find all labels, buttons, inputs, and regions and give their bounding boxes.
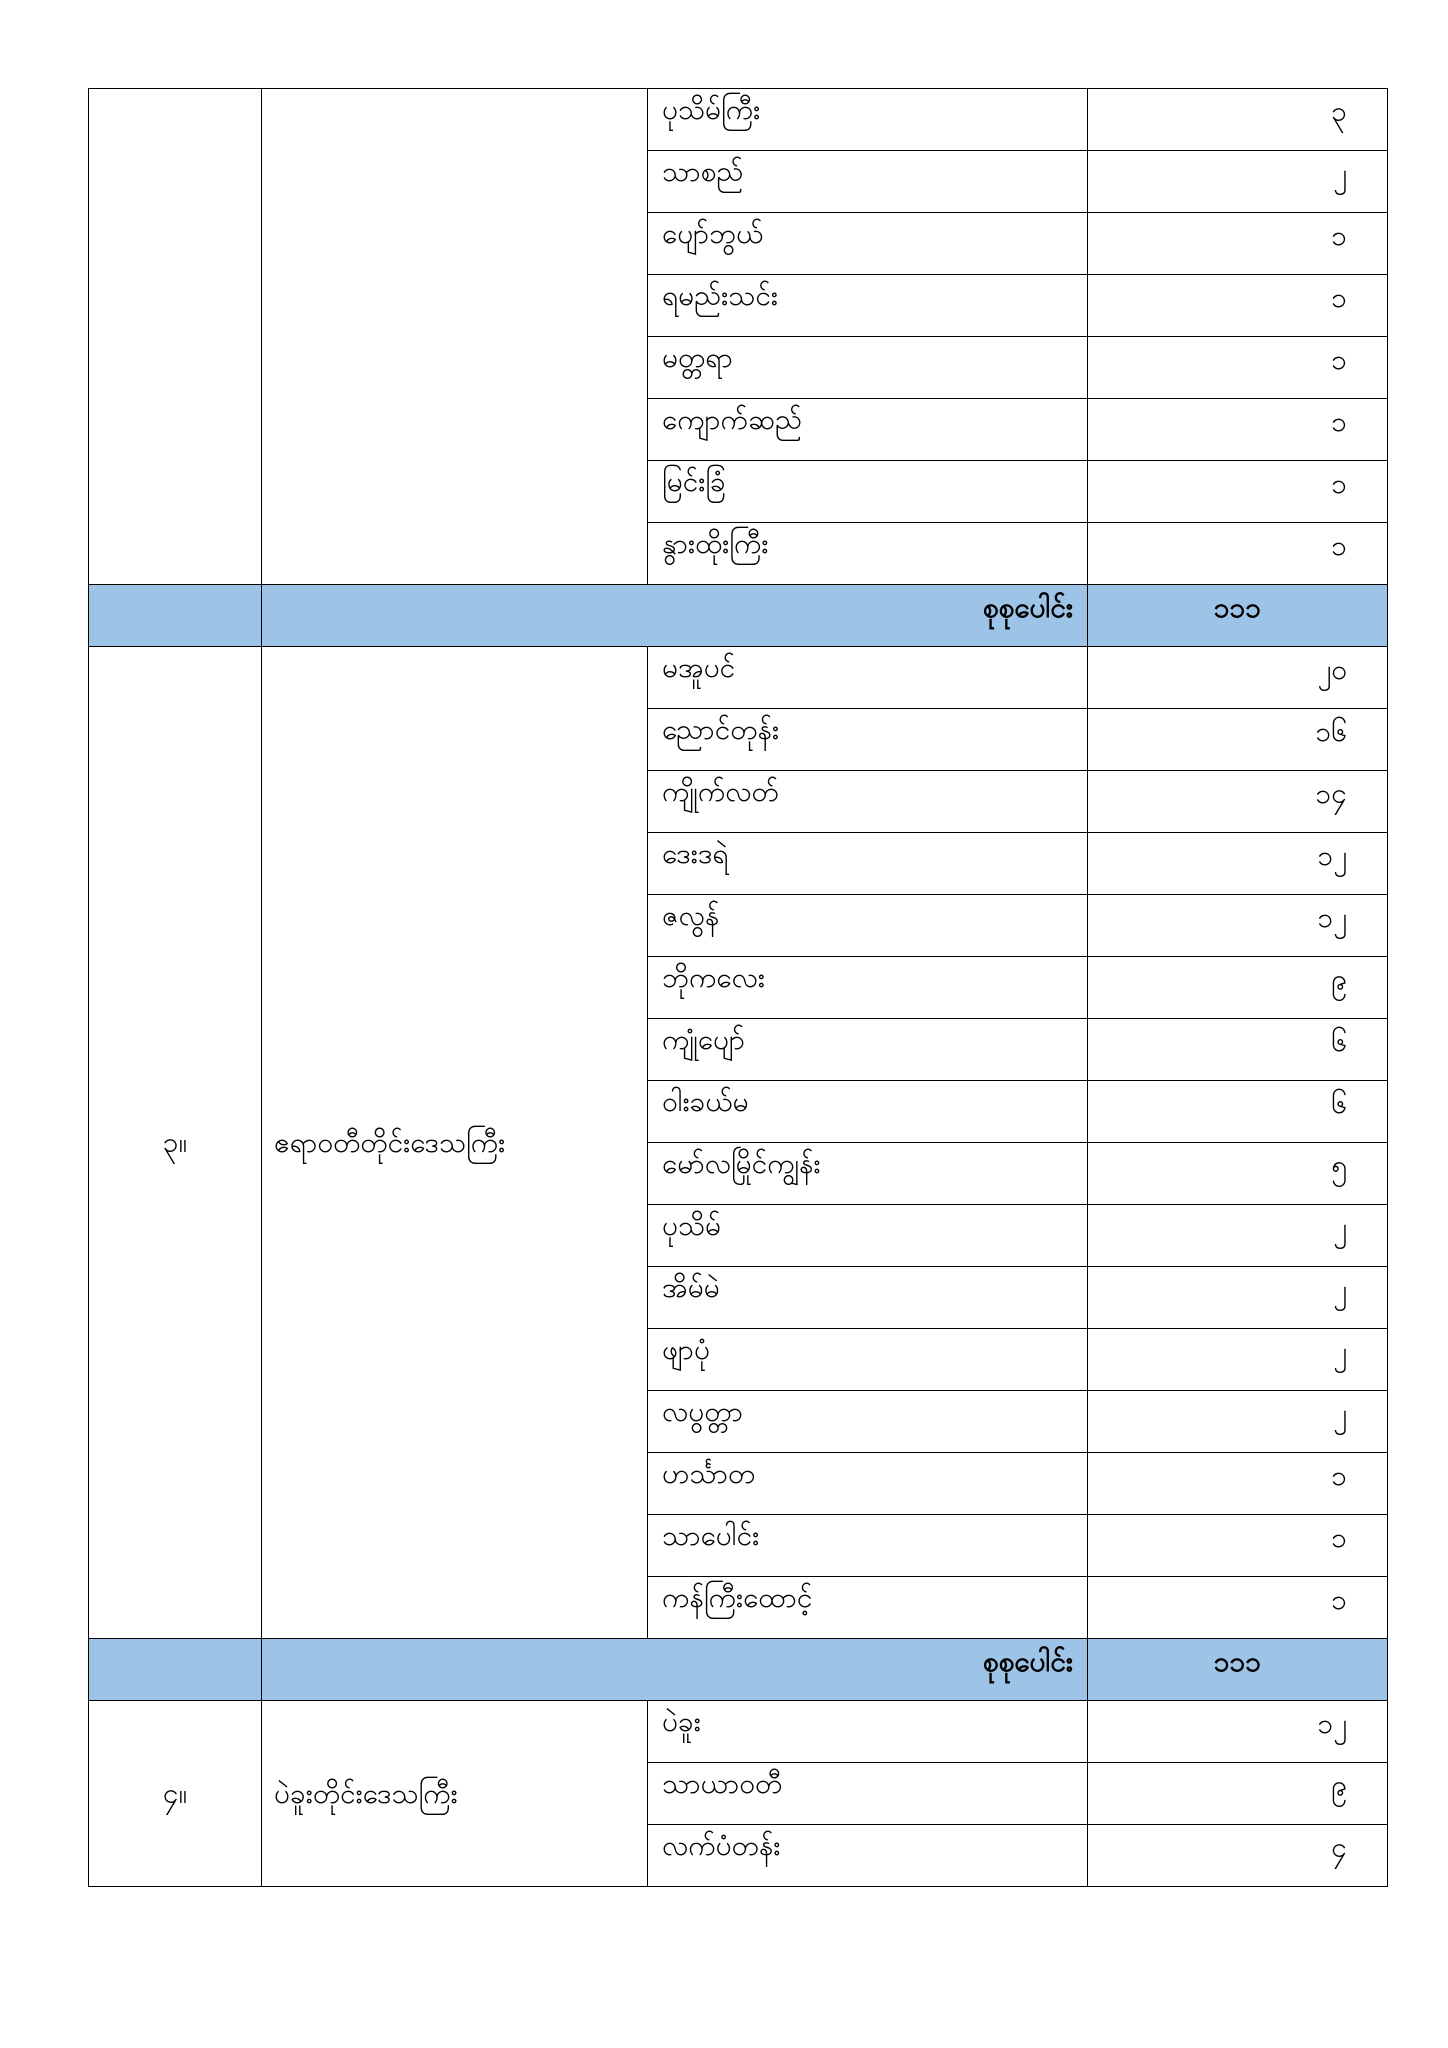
- township-name: လက်ပံတန်း: [648, 1825, 1088, 1887]
- township-count: ၉: [1088, 1763, 1388, 1825]
- township-name: ပုသိမ်ကြီး: [648, 89, 1088, 151]
- township-name: မြင်းခြံ: [648, 461, 1088, 523]
- township-count: ၁: [1088, 461, 1388, 523]
- township-count: ၂: [1088, 1267, 1388, 1329]
- township-count: ၁: [1088, 1577, 1388, 1639]
- table-row: [89, 1701, 1388, 1763]
- township-count: ၁: [1088, 275, 1388, 337]
- township-count: ၁၂: [1088, 833, 1388, 895]
- township-name: ကန်ကြီးထောင့်: [648, 1577, 1088, 1639]
- township-name: သာစည်: [648, 151, 1088, 213]
- township-name: ပဲခူး: [648, 1701, 1088, 1763]
- total-value: ၁၁၁: [1088, 585, 1388, 647]
- township-count: ၁: [1088, 337, 1388, 399]
- total-row: [89, 1639, 1388, 1701]
- township-name: ညောင်တုန်း: [648, 709, 1088, 771]
- township-count: ၅: [1088, 1143, 1388, 1205]
- township-count: ၁၄: [1088, 771, 1388, 833]
- township-name: ကျုံပျော်: [648, 1019, 1088, 1081]
- total-row-blank: [89, 1639, 262, 1701]
- township-name: ကျိုက်လတ်: [648, 771, 1088, 833]
- section-number: ၃။: [89, 647, 262, 1639]
- total-label: စုစုပေါင်း: [262, 1639, 1088, 1701]
- township-count: ၁၆: [1088, 709, 1388, 771]
- township-name: ဇလွန်: [648, 895, 1088, 957]
- township-name: မတ္တရာ: [648, 337, 1088, 399]
- township-name: နွားထိုးကြီး: [648, 523, 1088, 585]
- table-row: [89, 89, 1388, 151]
- township-count: ၆: [1088, 1081, 1388, 1143]
- section-number: ၄။: [89, 1701, 262, 1887]
- township-name: ဖျာပုံ: [648, 1329, 1088, 1391]
- township-count: ၁: [1088, 1453, 1388, 1515]
- township-name: မော်လမြိုင်ကျွန်း: [648, 1143, 1088, 1205]
- township-name: ကျောက်ဆည်: [648, 399, 1088, 461]
- township-count: ၂: [1088, 1329, 1388, 1391]
- township-name: လပွတ္တာ: [648, 1391, 1088, 1453]
- township-count: ၉: [1088, 957, 1388, 1019]
- township-count: ၁: [1088, 213, 1388, 275]
- township-count-table: [88, 88, 1388, 1887]
- region-name: ပဲခူးတိုင်းဒေသကြီး: [262, 1701, 648, 1887]
- township-name: ဒေးဒရဲ: [648, 833, 1088, 895]
- township-name: အိမ်မဲ: [648, 1267, 1088, 1329]
- table-row: [89, 647, 1388, 709]
- township-name: ပျော်ဘွယ်: [648, 213, 1088, 275]
- township-count: ၃: [1088, 89, 1388, 151]
- township-name: ပုသိမ်: [648, 1205, 1088, 1267]
- township-count: ၁၂: [1088, 895, 1388, 957]
- total-value: ၁၁၁: [1088, 1639, 1388, 1701]
- township-name: ရမည်းသင်း: [648, 275, 1088, 337]
- total-row-blank: [89, 585, 262, 647]
- township-name: ဘိုကလေး: [648, 957, 1088, 1019]
- township-name: မအူပင်: [648, 647, 1088, 709]
- total-label: စုစုပေါင်း: [262, 585, 1088, 647]
- township-count: ၁: [1088, 399, 1388, 461]
- township-count: ၄: [1088, 1825, 1388, 1887]
- region-name: [262, 89, 648, 585]
- township-count: ၂: [1088, 1205, 1388, 1267]
- township-count: ၁၂: [1088, 1701, 1388, 1763]
- township-count: ၂၀: [1088, 647, 1388, 709]
- section-number: [89, 89, 262, 585]
- township-count: ၂: [1088, 151, 1388, 213]
- township-name: ဟင်္သာတ: [648, 1453, 1088, 1515]
- total-row: [89, 585, 1388, 647]
- township-count: ၁: [1088, 1515, 1388, 1577]
- township-name: သာယာဝတီ: [648, 1763, 1088, 1825]
- region-name: ဧရာဝတီတိုင်းဒေသကြီး: [262, 647, 648, 1639]
- township-name: ဝါးခယ်မ: [648, 1081, 1088, 1143]
- township-count: ၁: [1088, 523, 1388, 585]
- township-count: ၆: [1088, 1019, 1388, 1081]
- township-count: ၂: [1088, 1391, 1388, 1453]
- township-name: သာပေါင်း: [648, 1515, 1088, 1577]
